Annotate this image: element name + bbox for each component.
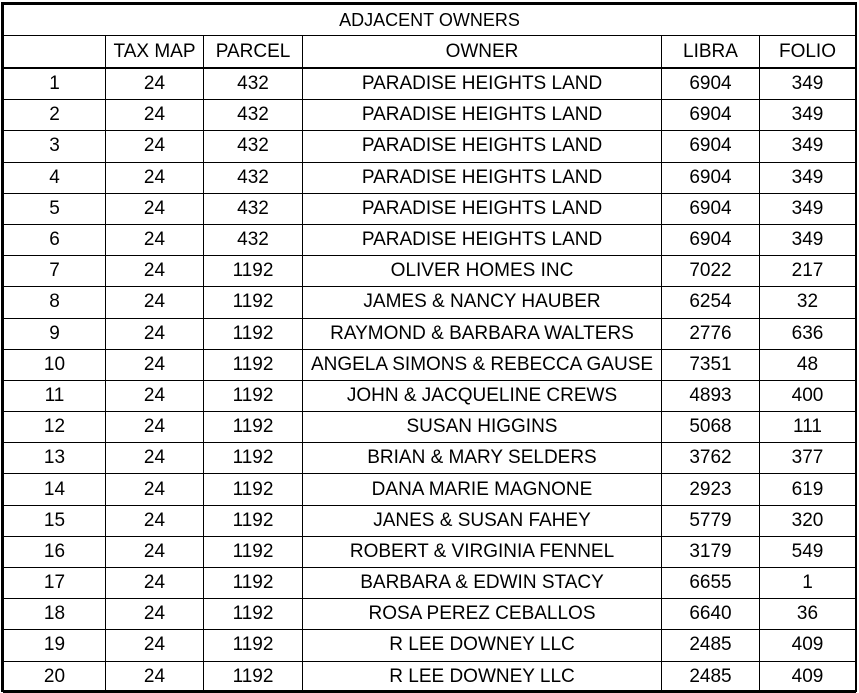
table-row [4,100,856,131]
cell-tax-map: 24 [106,568,204,599]
table-row [4,224,856,255]
cell-libra: 2485 [662,630,760,661]
cell-index: 18 [4,599,106,630]
cell-libra: 6904 [662,162,760,193]
cell-folio: 349 [760,193,856,224]
column-header-parcel: PARCEL [204,36,303,69]
cell-parcel: 1192 [204,505,303,536]
cell-owner: ROBERT & VIRGINIA FENNEL [303,536,662,567]
cell-index: 7 [4,256,106,287]
cell-folio: 349 [760,224,856,255]
cell-folio: 36 [760,599,856,630]
cell-libra: 5068 [662,412,760,443]
cell-owner: R LEE DOWNEY LLC [303,630,662,661]
cell-parcel: 1192 [204,443,303,474]
cell-index: 5 [4,193,106,224]
cell-owner: JANES & SUSAN FAHEY [303,505,662,536]
cell-tax-map: 24 [106,474,204,505]
cell-libra: 6254 [662,287,760,318]
cell-tax-map: 24 [106,68,204,100]
cell-tax-map: 24 [106,318,204,349]
cell-folio: 636 [760,318,856,349]
table-row [4,568,856,599]
cell-owner: JOHN & JACQUELINE CREWS [303,380,662,411]
cell-folio: 217 [760,256,856,287]
cell-libra: 6904 [662,100,760,131]
cell-libra: 2485 [662,661,760,692]
cell-folio: 349 [760,162,856,193]
cell-index: 13 [4,443,106,474]
table-row [4,162,856,193]
cell-folio: 349 [760,100,856,131]
cell-tax-map: 24 [106,412,204,443]
table-row [4,536,856,567]
cell-tax-map: 24 [106,131,204,162]
table-title: ADJACENT OWNERS [4,5,856,36]
cell-tax-map: 24 [106,443,204,474]
cell-parcel: 432 [204,68,303,100]
table-row [4,505,856,536]
cell-owner: BRIAN & MARY SELDERS [303,443,662,474]
cell-folio: 400 [760,380,856,411]
cell-owner: ANGELA SIMONS & REBECCA GAUSE [303,349,662,380]
cell-owner: RAYMOND & BARBARA WALTERS [303,318,662,349]
cell-owner: JAMES & NANCY HAUBER [303,287,662,318]
cell-owner: SUSAN HIGGINS [303,412,662,443]
cell-parcel: 1192 [204,474,303,505]
cell-index: 3 [4,131,106,162]
table-title-row [4,5,856,36]
cell-index: 10 [4,349,106,380]
table-row [4,412,856,443]
cell-tax-map: 24 [106,349,204,380]
cell-folio: 32 [760,287,856,318]
cell-libra: 4893 [662,380,760,411]
cell-index: 17 [4,568,106,599]
cell-parcel: 1192 [204,287,303,318]
cell-owner: PARADISE HEIGHTS LAND [303,224,662,255]
cell-tax-map: 24 [106,224,204,255]
cell-parcel: 1192 [204,661,303,692]
cell-owner: ROSA PEREZ CEBALLOS [303,599,662,630]
cell-owner: PARADISE HEIGHTS LAND [303,68,662,100]
cell-parcel: 1192 [204,349,303,380]
cell-owner: PARADISE HEIGHTS LAND [303,131,662,162]
cell-index: 12 [4,412,106,443]
cell-tax-map: 24 [106,536,204,567]
cell-parcel: 432 [204,224,303,255]
cell-folio: 549 [760,536,856,567]
column-header-owner: OWNER [303,36,662,69]
table-row [4,68,856,100]
column-header-index [4,36,106,69]
cell-index: 4 [4,162,106,193]
cell-folio: 111 [760,412,856,443]
cell-libra: 6904 [662,224,760,255]
table-row [4,131,856,162]
table-row [4,630,856,661]
table-body [4,68,856,692]
table-row [4,443,856,474]
cell-owner: PARADISE HEIGHTS LAND [303,100,662,131]
cell-parcel: 1192 [204,256,303,287]
table-row [4,349,856,380]
cell-tax-map: 24 [106,100,204,131]
adjacent-owners-table [3,4,856,693]
table-row [4,661,856,692]
cell-parcel: 432 [204,162,303,193]
cell-tax-map: 24 [106,661,204,692]
column-header-libra: LIBRA [662,36,760,69]
adjacent-owners-sheet [1,2,857,692]
table-header-row [4,36,856,69]
cell-folio: 320 [760,505,856,536]
cell-parcel: 1192 [204,412,303,443]
cell-libra: 6904 [662,193,760,224]
cell-libra: 6655 [662,568,760,599]
cell-owner: BARBARA & EDWIN STACY [303,568,662,599]
cell-parcel: 432 [204,100,303,131]
cell-index: 15 [4,505,106,536]
cell-parcel: 1192 [204,630,303,661]
cell-owner: OLIVER HOMES INC [303,256,662,287]
cell-parcel: 1192 [204,380,303,411]
cell-owner: PARADISE HEIGHTS LAND [303,193,662,224]
cell-folio: 619 [760,474,856,505]
column-header-tax-map: TAX MAP [106,36,204,69]
cell-tax-map: 24 [106,630,204,661]
cell-folio: 349 [760,131,856,162]
cell-parcel: 432 [204,131,303,162]
cell-libra: 2776 [662,318,760,349]
cell-libra: 6904 [662,68,760,100]
cell-libra: 6640 [662,599,760,630]
cell-libra: 6904 [662,131,760,162]
table-row [4,599,856,630]
cell-index: 9 [4,318,106,349]
cell-libra: 7022 [662,256,760,287]
cell-tax-map: 24 [106,193,204,224]
cell-folio: 409 [760,661,856,692]
table-row [4,474,856,505]
cell-parcel: 1192 [204,536,303,567]
cell-index: 6 [4,224,106,255]
cell-libra: 2923 [662,474,760,505]
cell-index: 14 [4,474,106,505]
cell-folio: 48 [760,349,856,380]
cell-tax-map: 24 [106,256,204,287]
cell-parcel: 1192 [204,599,303,630]
cell-libra: 3179 [662,536,760,567]
cell-libra: 7351 [662,349,760,380]
table-row [4,380,856,411]
cell-index: 19 [4,630,106,661]
cell-tax-map: 24 [106,287,204,318]
cell-libra: 5779 [662,505,760,536]
cell-index: 16 [4,536,106,567]
cell-index: 8 [4,287,106,318]
cell-tax-map: 24 [106,380,204,411]
table-row [4,287,856,318]
cell-folio: 409 [760,630,856,661]
cell-tax-map: 24 [106,505,204,536]
cell-folio: 349 [760,68,856,100]
cell-folio: 1 [760,568,856,599]
table-row [4,318,856,349]
cell-tax-map: 24 [106,599,204,630]
cell-libra: 3762 [662,443,760,474]
cell-owner: DANA MARIE MAGNONE [303,474,662,505]
cell-index: 11 [4,380,106,411]
table-row [4,256,856,287]
cell-index: 20 [4,661,106,692]
table-row [4,193,856,224]
cell-folio: 377 [760,443,856,474]
cell-owner: PARADISE HEIGHTS LAND [303,162,662,193]
cell-tax-map: 24 [106,162,204,193]
cell-parcel: 1192 [204,568,303,599]
cell-owner: R LEE DOWNEY LLC [303,661,662,692]
cell-index: 1 [4,68,106,100]
column-header-folio: FOLIO [760,36,856,69]
cell-parcel: 432 [204,193,303,224]
cell-parcel: 1192 [204,318,303,349]
cell-index: 2 [4,100,106,131]
